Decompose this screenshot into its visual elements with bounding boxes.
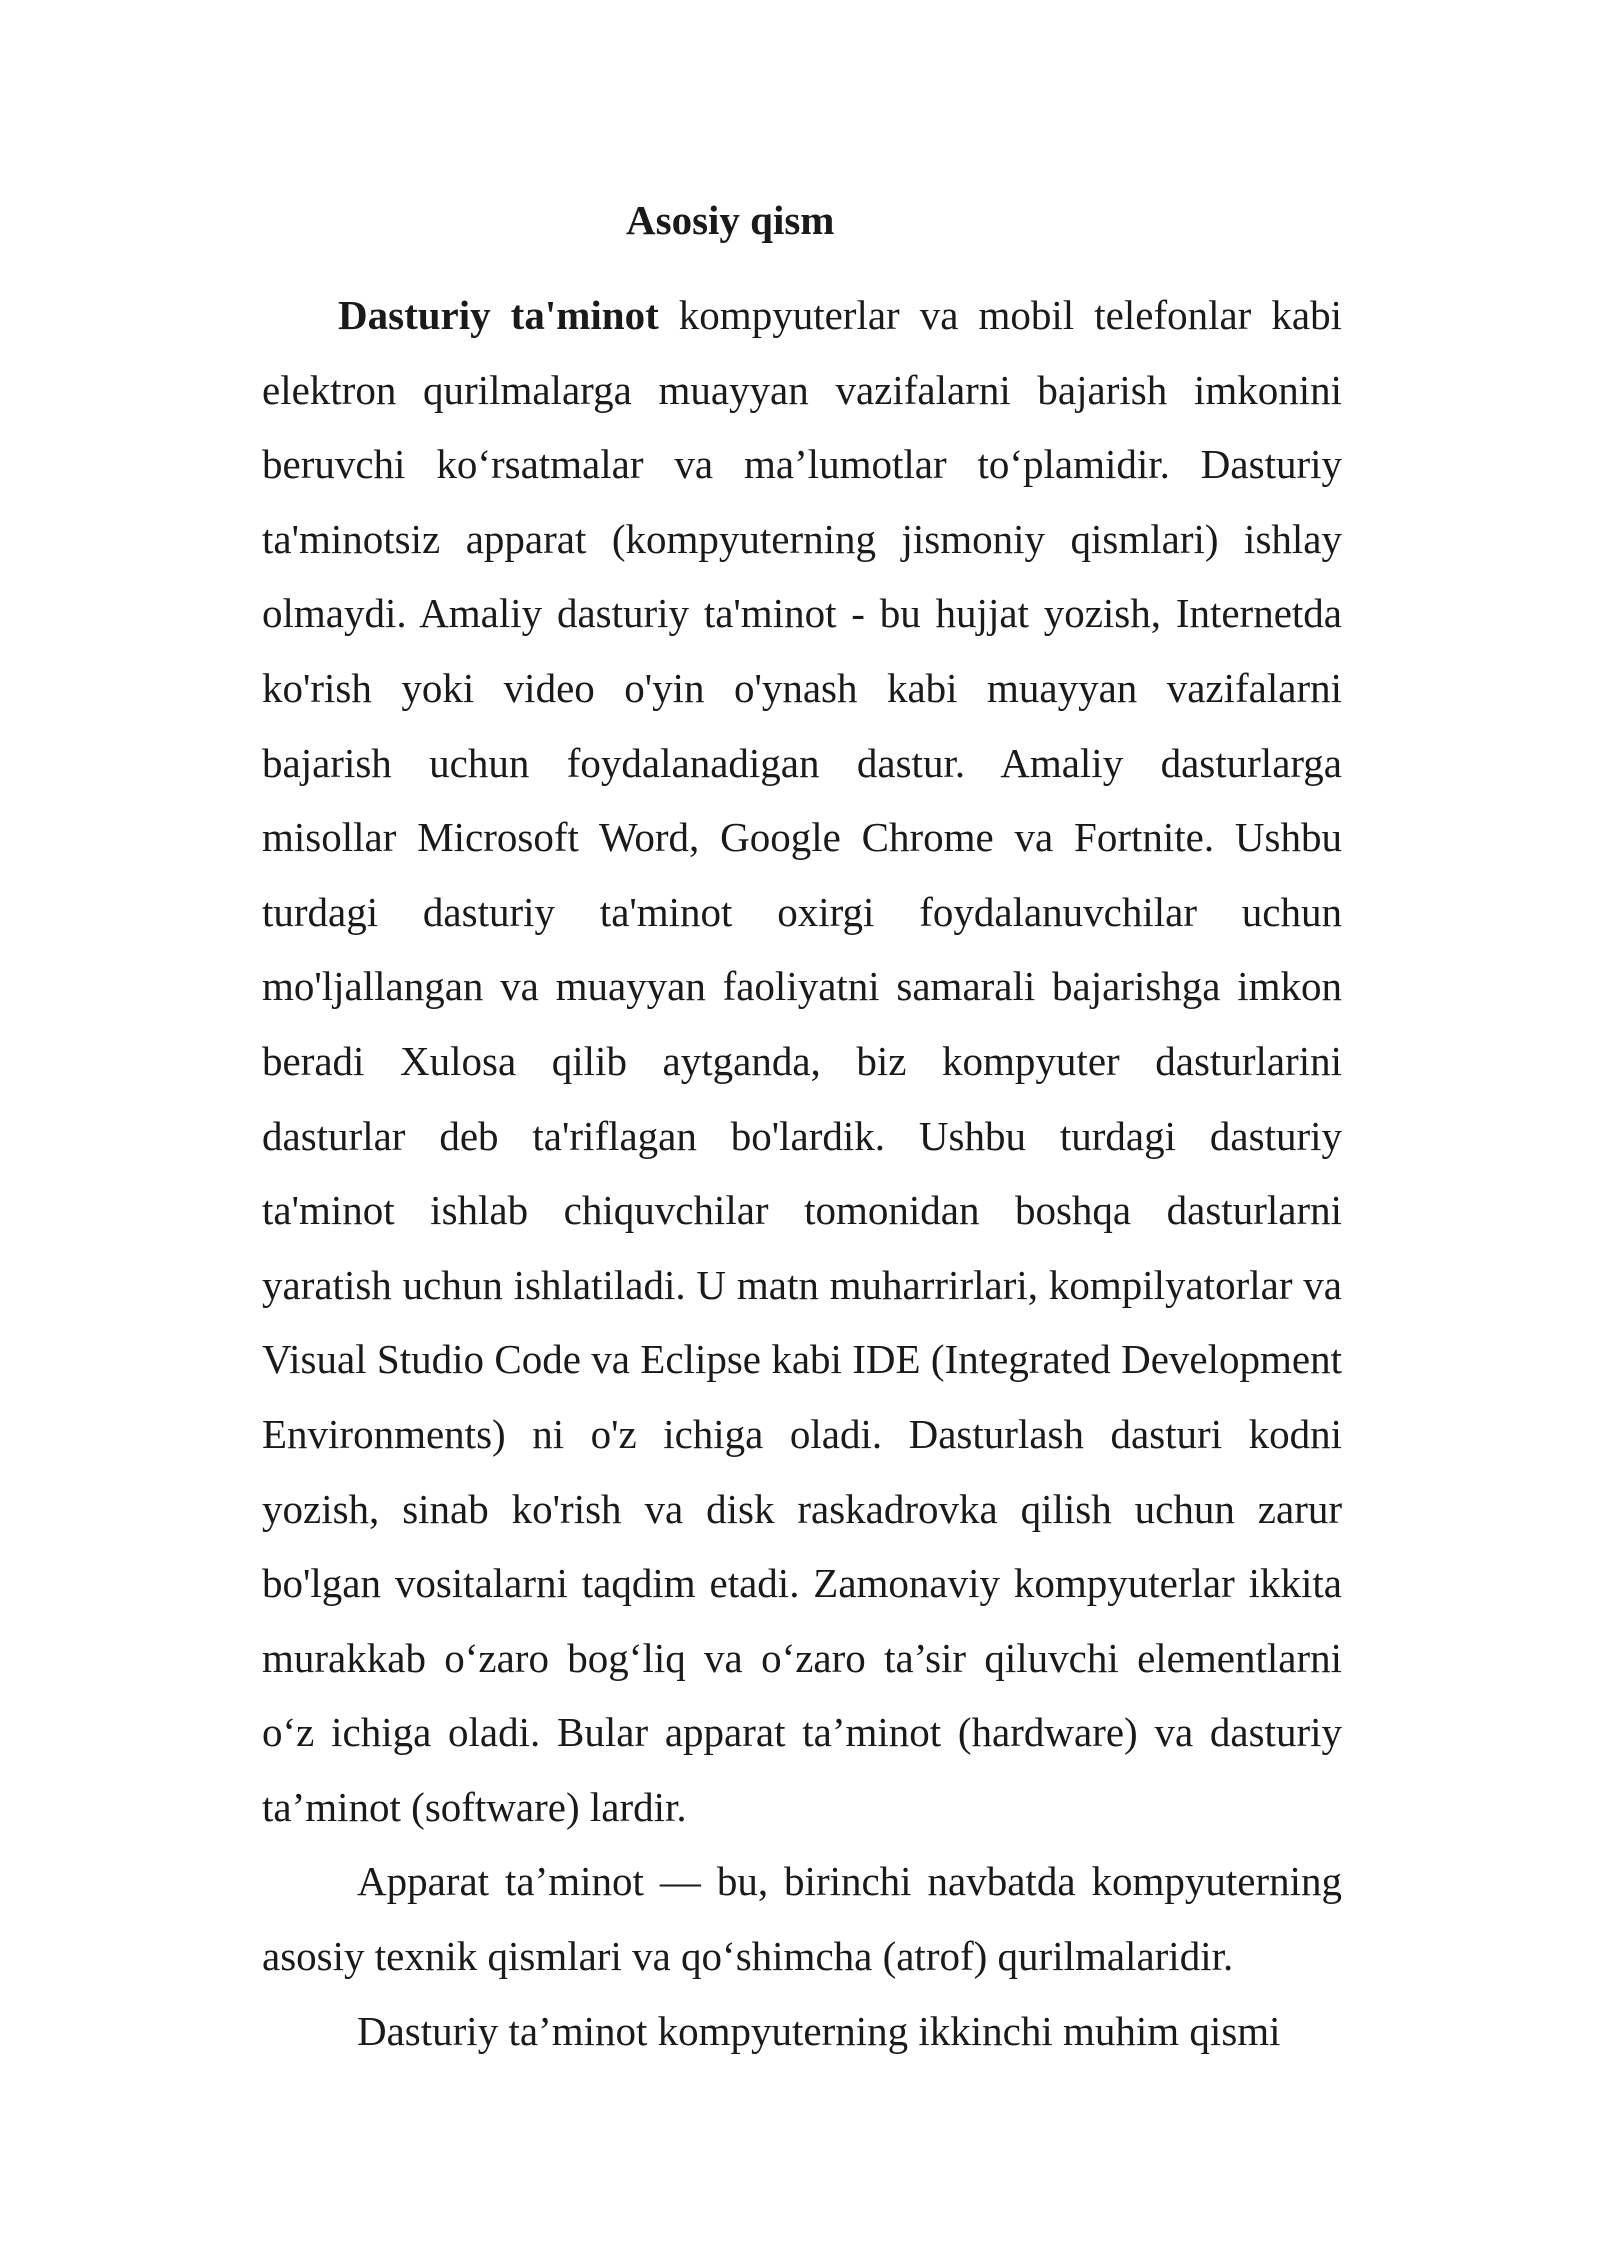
term-bold-lead: Dasturiy ta'minot [338, 292, 659, 338]
paragraph-body: kompyuterlar va mobil telefonlar kabi elektron qurilmalarga muayyan vazifalarni bajarish imkonini beruvchi ko‘rsatmalar va ma’lumotlar to‘plamidir. Dasturiy ta'minotsiz apparat (kompyuterning jismoniy qismlari) ishlay olmaydi. Amaliy dasturiy ta'minot - bu hujjat yozish, Internetda ko'rish yoki video o'yin o'ynash kabi muayyan vazifalarni bajarish uchun foydalanadigan dastur. Amaliy dasturlarga misollar Microsoft Word, Google Chrome va Fortnite. Ushbu turdagi dasturiy ta'minot oxirgi foydalanuvchilar uchun mo'ljallangan va muayyan faoliyatni samarali bajarishga imkon beradi Xulosa qilib aytganda, biz kompyuter dasturlarini dasturlar deb ta'riflagan bo'lardik. Ushbu turdagi dasturiy ta'minot ishlab chiquvchilar tomonidan boshqa dasturlarni yaratish uchun ishlatiladi. U matn muharrirlari, kompilyatorlar va Visual Studio Code va Eclipse kabi IDE (Integrated Development Environments) ni o'z ichiga oladi. Dasturlash dasturi kodni yozish, sinab ko'rish va disk raskadrovka qilish uchun zarur bo'lgan vositalarni taqdim etadi. Zamonaviy kompyuterlar ikkita murakkab o‘zaro bog‘liq va o‘zaro ta’sir qiluvchi elementlarni o‘z ichiga oladi. Bular apparat ta’minot (hardware) va dasturiy ta’minot (software) lardir. [262, 292, 1342, 1830]
paragraph-software-definition [262, 278, 1342, 1844]
document-page [262, 190, 1342, 2068]
paragraph-software-part: Dasturiy ta’minot kompyuterning ikkinchi muhim qismi [357, 2007, 1281, 2054]
section-heading: Asosiy qism [626, 197, 835, 243]
paragraph-hardware: Apparat ta’minot — bu, birinchi navbatda kompyuterning asosiy texnik qismlari va qo‘shimcha (atrof) qurilmalaridir. [262, 1858, 1342, 1980]
